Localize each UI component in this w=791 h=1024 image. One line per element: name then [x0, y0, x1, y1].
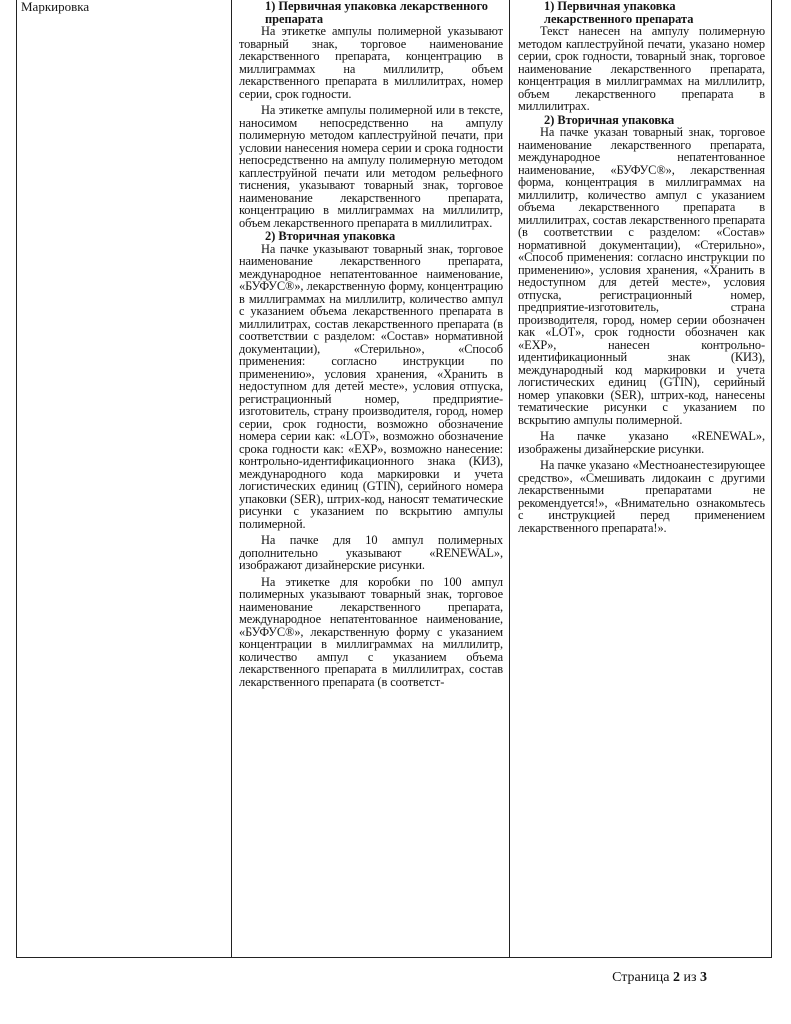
paragraph: На этикетке ампулы полимерной указывают товарный знак, торговое наименование лекарственного препарата, концентрацию в миллиграммах на миллилитр, объем лекарственного препарата в миллилитрах, номер серии, срок годности. [239, 24, 503, 101]
paragraph: Текст нанесен на ампулу полимерную методом каплеструйной печати, указано номер серии, срок годности, товарный знак, торговое наименование лекарственного препарата, концентрация в миллиграммах на миллилитр, объем лекарственного препарата в миллилитрах. [518, 24, 765, 113]
secondary-packaging-heading: 2) Вторичная упаковка [265, 229, 396, 243]
total-pages: 3 [700, 970, 707, 985]
paragraph: На пачке для 10 ампул полимерных дополнительно указывают «RENEWAL», изображают дизайнерские рисунки. [239, 533, 503, 572]
page-number [612, 970, 707, 986]
current-page: 2 [672, 970, 680, 985]
paragraph: На пачке указывают товарный знак, торговое наименование лекарственного препарата, международное непатентованное наименование, «БУФУС®», лекарственную форму, концентрацию в миллиграммах на миллилитр, количество ампул с указанием объема лекарственного препарата в миллилитрах, состав лекарственного препарата (в соответствии с разделом: «Состав» нормативной документации), «Стерильно», «Способ применения: согласно инструкции по применению», условия хранения, «Хранить в недоступном для детей месте», условия отпуска, регистрационный номер, предприятие-изготовитель, страну производителя, город, номер серии, срок годности, возможно обозначение номера серии как: «LOT», возможно обозначение срока годности как: «EXP», возможно нанесение: контрольно-идентификационного знака (КИЗ), международного кода маркировки и учета логистических единиц (GTIN), серийного номера упаковки (SER), штрих-код, наносят тематические рисунки с указанием по вскрытию ампулы полимерной. [239, 241, 503, 531]
result-column [510, 0, 771, 957]
paragraph: На этикетке для коробки по 100 ампул полимерных указывают товарный знак, торговое наименование лекарственного препарата, международное непатентованное наименование, «БУФУС®», лекарственную форму с указанием концентрации в миллиграммах на миллилитр, количество ампул с указанием объема лекарственного препарата в миллилитрах, состав лекарственного препарата (в соответст- [239, 574, 503, 689]
secondary-packaging-heading: 2) Вторичная упаковка [544, 112, 675, 127]
page-of: из [683, 970, 697, 985]
page-prefix: Страница [612, 970, 670, 985]
paragraph: На пачке указан товарный знак, торговое наименование лекарственного препарата, международное непатентованное наименование, «БУФУС®», лекарственная форма, концентрация в миллиграммах на миллилитр, количество ампул с указанием объема лекарственного препарата в миллилитрах, состав лекарственного препарата (в соответствии с разделом: «Состав» нормативной документации), «Стерильно», «Способ применения: согласно инструкции по применению», условия хранения, «Хранить в недоступном для детей месте», условия отпуска, регистрационный номер, предприятие-изготовитель, страна производителя, город, номер серии обозначен как «LOT», срок годности обозначен как «EXP», нанесен контрольно-идентификационный знак (КИЗ), международный код маркировки и учета логистических единиц (GTIN), серийный номер упаковки (SER), штрих-код, нанесены тематические рисунки с указанием по вскрытию ампулы полимерной. [518, 125, 765, 427]
specification-column [232, 0, 510, 957]
paragraph: На пачке указано «RENEWAL», изображены дизайнерские рисунки. [518, 429, 765, 456]
primary-packaging-heading: 1) Первичная упаковка лекарственного препарата [265, 0, 488, 26]
row-label-cell [17, 0, 232, 957]
paragraph: На пачке указано «Местноанестезирующее средство», «Смешивать лидокаин с другими лекарственными препаратами не рекомендуется!», «Внимательно ознакомьтесь с инструкцией перед применением лекарственного препарата!». [518, 458, 765, 535]
comparison-table [16, 0, 772, 958]
row-label: Маркировка [21, 0, 90, 14]
paragraph: На этикетке ампулы полимерной или в тексте, наносимом непосредственно на ампулу полимерную методом каплеструйной печати, при условии нанесения номера серии и срока годности непосредственно на ампулу полимерную методом каплеструйной печати или методом рельефного тиснения, указывают товарный знак, торговое наименование лекарственного препарата, концентрацию в миллиграммах на миллилитр, объем лекарственного препарата в миллилитрах. [239, 103, 503, 230]
primary-packaging-heading: 1) Первичная упаковка лекарственного препарата [544, 0, 694, 26]
